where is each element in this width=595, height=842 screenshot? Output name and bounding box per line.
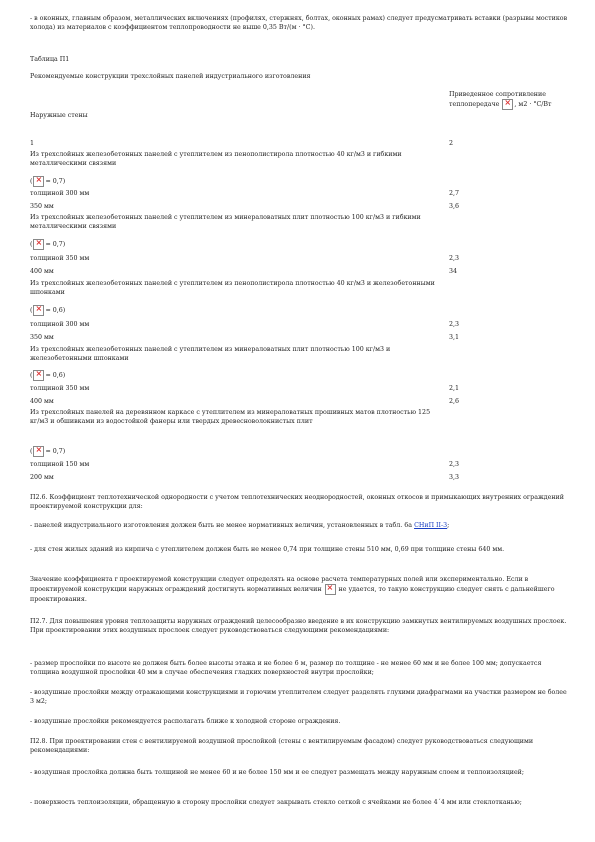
table-group-description: Из трехслойных железобетонных панелей с утеплителем из пенополистирола плотностью 40 кг/м3 и гибкими металлическими связями	[30, 151, 402, 167]
paragraph-p2-8: П2.8. При проектировании стен с вентилируемой воздушной прослойкой (стены с вентилируемым фасадом) следует руководствоваться следующими рекомендациями:	[30, 738, 534, 755]
broken-image-icon	[33, 239, 44, 250]
snip-link[interactable]: СНиП II-3	[414, 522, 448, 529]
table-row: толщиной 300 мм 2,3	[30, 321, 460, 328]
paragraph-p2-6: П2.6. Коэффициент теплотехнической однородности с учетом теплотехнических неоднородностей, оконных откосов и примыкающих внутренних ограждений проектируемой конструкции для:	[30, 494, 564, 511]
broken-image-icon	[33, 370, 44, 381]
paragraph-panels: - панелей индустриального изготовления должен быть не менее нормативных величин, установленных в табл. 6а СНиП II-3;	[30, 522, 450, 529]
table-group-description: Из трехслойных панелей на деревянном каркасе с утеплителем из минераловатных прошивных матов плотностью 125 кг/м3 и обшивками из водостойкой фанеры или твердых древесноволокнистых плит	[30, 409, 431, 425]
table-group-description: Из трехслойных железобетонных панелей с утеплителем из пенополистирола плотностью 40 кг/м3 и железобетонными шпонками	[30, 280, 435, 296]
paragraph-p2-7: П2.7. Для повышения уровня теплозащиты наружных ограждений целесообразно введение в их конструкцию замкнутых вентилируемых воздушных прослоек. При проектировании этих воздушных прослоек следует руководствоваться следующими рекомендациями:	[30, 618, 567, 635]
table-row: 350 мм 3,1	[30, 334, 460, 341]
broken-image-icon	[325, 584, 336, 595]
lambda-line: (× = 0,6)	[30, 305, 65, 316]
table-row: 400 мм 34	[30, 268, 458, 275]
table-row: толщиной 350 мм 2,3	[30, 255, 460, 262]
paragraph-gap-thickness: - воздушная прослойка должна быть толщиной не менее 60 и не более 150 мм и ее следует размещать между наружным слоем и теплоизоляцией;	[30, 769, 525, 776]
table-row: толщиной 350 мм 2,1	[30, 385, 460, 392]
table-row: 350 мм 3,6	[30, 203, 460, 210]
lambda-line: (× = 0,7)	[30, 176, 65, 187]
paragraph-brick-walls: - для стен жилых зданий из кирпича с утеплителем должен быть не менее 0,74 при толщине стены 510 мм, 0,69 при толщине стены 640 мм.	[30, 546, 505, 553]
paragraph-coefficient: Значение коэффициента r проектируемой конструкции следует определять на основе расчета температурных полей или экспериментально. Если в проектируемой конструкции наружных ограждений достигнуть нормативных величин × не удается, то такую конструкцию следует снять с дальнейшего проектирования.	[30, 575, 570, 604]
paragraph-gap-size: - размер прослойки по высоте не должен быть более высоты этажа и не более 6 м, размер по толщине - не менее 60 мм и не более 100 мм; допускается толщина воздушной прослойки 40 мм в случае обеспечения гладких поверхностей внутри прослойки;	[30, 660, 542, 677]
paragraph-gap-location: - воздушные прослойки рекомендуется располагать ближе к холодной стороне ограждения.	[30, 718, 341, 725]
table-row: толщиной 300 мм 2,7	[30, 190, 460, 197]
lambda-line: (× = 0,6)	[30, 370, 65, 381]
table-number: Таблица П1	[30, 56, 70, 63]
table-header-resistance: Приведенное сопротивление теплопередаче × , м2 · °С/Вт	[449, 90, 569, 110]
column-number-1: 1	[30, 140, 35, 147]
table-group-description: Из трехслойных железобетонных панелей с утеплителем из минераловатных плит плотностью 100 кг/м3 и гибкими металлическими связями	[30, 214, 421, 230]
broken-image-icon	[33, 176, 44, 187]
lambda-line: (× = 0,7)	[30, 446, 65, 457]
lambda-line: (× = 0,7)	[30, 239, 65, 250]
paragraph-gap-diaphragms: - воздушные прослойки между отражающими конструкциями и горючим утеплителем следует разделять глухими диафрагмами на участки размером не более 3 м2;	[30, 689, 567, 706]
broken-image-icon	[502, 99, 513, 110]
table-row: толщиной 150 мм 2,3	[30, 461, 460, 468]
table-row: 200 мм 3,3	[30, 474, 460, 481]
table-row: 400 мм 2,6	[30, 398, 460, 405]
paragraph-insulation-surface: - поверхность теплоизоляции, обращенную в сторону прослойки следует закрывать стекло сеткой с ячейками не более 4´4 мм или стеклотканью;	[30, 799, 522, 806]
table-caption: Рекомендуемые конструкции трехслойных панелей индустриального изготовления	[30, 73, 311, 80]
table-header-walls: Наружные стены	[30, 112, 88, 119]
intro-paragraph: - в оконных, главным образом, металлических включениях (профилях, стержнях, болтах, оконных рамах) следует предусматривать вставки (разрывы мостиков холода) из материалов с коэффициентом теплопроводности не выше 0,35 Вт/(м · °С).	[30, 15, 568, 32]
broken-image-icon	[33, 305, 44, 316]
column-number-2: 2	[449, 140, 454, 147]
table-group-description: Из трехслойных железобетонных панелей с утеплителем из минераловатных плит плотностью 100 кг/м3 и железобетонными шпонками	[30, 346, 391, 362]
broken-image-icon	[33, 446, 44, 457]
